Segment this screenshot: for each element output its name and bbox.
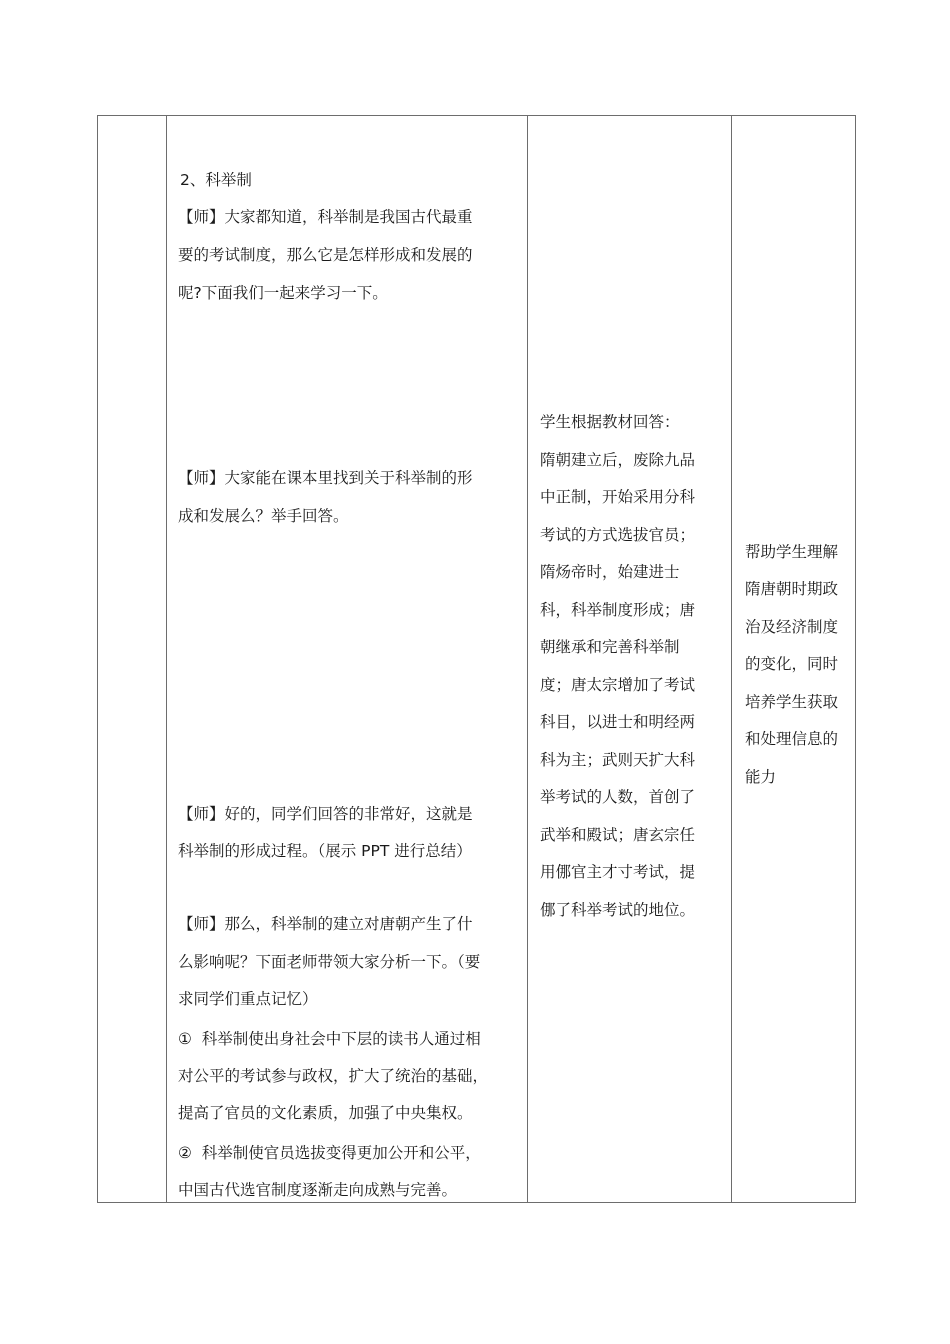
section-title: 2、科举制 (180, 171, 252, 189)
purpose-line: 帮助学生理解 (745, 543, 839, 561)
teacher-intro-line: 呢?下面我们一起来学习一下。 (178, 284, 388, 302)
purpose-line: 和处理信息的 (745, 730, 839, 748)
purpose-line: 能力 (745, 768, 777, 786)
student-answer-line: 中正制，开始采用分科 (540, 488, 696, 506)
column-divider (166, 116, 167, 1202)
student-answer-line: 科，科举制度形成；唐 (540, 601, 696, 619)
student-answer-line: 用㑚官主才寸考试，提 (540, 863, 696, 881)
purpose-line: 的变化，同时 (745, 655, 839, 673)
column-divider (731, 116, 732, 1202)
teacher-intro-line: 要的考试制度，那么它是怎样形成和发展的 (178, 246, 473, 264)
student-answer-line: 㑚了科举考试的地位。 (540, 901, 696, 919)
teacher-analysis-line: 求同学们重点记忆） (178, 990, 318, 1008)
student-answer-line: 学生根据教材回答： (540, 413, 680, 431)
purpose-line: 隋唐朝时期政 (745, 580, 839, 598)
teacher-intro-line: 【师】大家都知道，科举制是我国古代最重 (178, 208, 473, 226)
teacher-question-line: 【师】大家能在课本里找到关于科举制的形 (178, 469, 473, 487)
student-answer-line: 武举和殿试；唐玄宗任 (540, 826, 696, 844)
teacher-question-line: 成和发展么？举手回答。 (178, 507, 349, 525)
teacher-analysis-line: 【师】那么，科举制的建立对唐朝产生了什 (178, 915, 473, 933)
student-answer-line: 隋朝建立后，废除九品 (540, 451, 696, 469)
student-answer-line: 隋炀帝时，始建进士 (540, 563, 680, 581)
student-answer-line: 考试的方式选拔官员； (540, 526, 696, 544)
student-answer-line: 科目，以进士和明经两 (540, 713, 696, 731)
column-divider (527, 116, 528, 1202)
teacher-analysis-line: ② 科举制使官员选拔变得更加公开和公平， (178, 1144, 481, 1162)
purpose-line: 治及经济制度 (745, 618, 839, 636)
student-answer-line: 度；唐太宗增加了考试 (540, 676, 696, 694)
teacher-analysis-line: 中国古代选官制度逐渐走向成熟与完善。 (178, 1181, 458, 1199)
teacher-analysis-line: 提高了官员的文化素质，加强了中央集权。 (178, 1104, 473, 1122)
student-answer-line: 举考试的人数，首创了 (540, 788, 696, 806)
purpose-line: 培养学生获取 (745, 693, 839, 711)
teacher-analysis-line: 么影响呢？下面老师带领大家分析一下。（要 (178, 953, 481, 971)
teacher-summary-line: 【师】好的，同学们回答的非常好，这就是 (178, 805, 473, 823)
teacher-analysis-line: ① 科举制使出身社会中下层的读书人通过相 (178, 1030, 481, 1048)
student-answer-line: 科为主；武则天扩大科 (540, 751, 696, 769)
student-answer-line: 朝继承和完善科举制 (540, 638, 680, 656)
teacher-analysis-line: 对公平的考试参与政权，扩大了统治的基础， (178, 1067, 489, 1085)
teacher-summary-line: 科举制的形成过程。（展示 PPT 进行总结） (178, 842, 472, 860)
